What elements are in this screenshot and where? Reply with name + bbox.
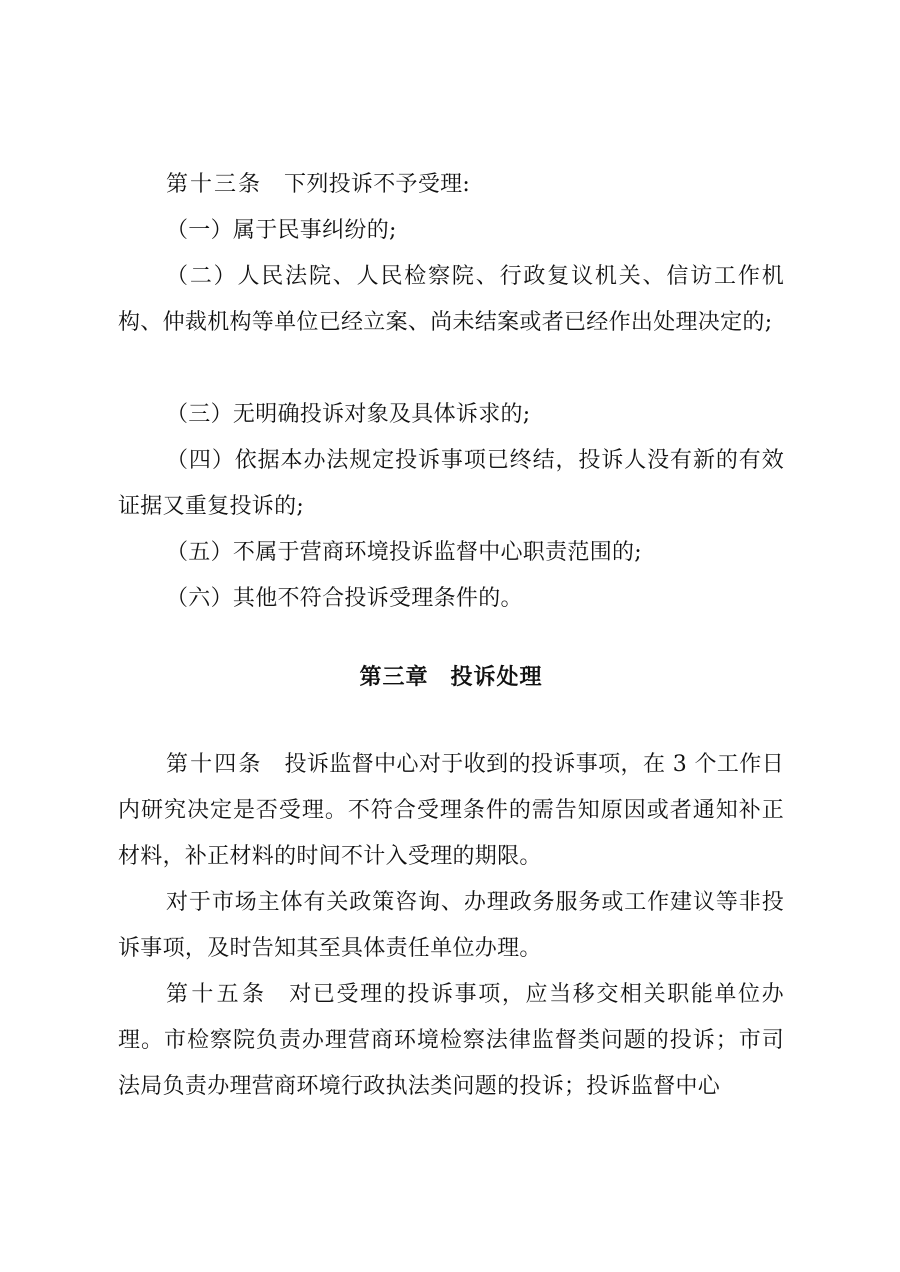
chapter-3-title: 投诉处理 — [450, 665, 543, 690]
article-14-lead: 第十四条 — [166, 752, 263, 777]
article-13-intro — [118, 162, 784, 208]
article-13-item-1: （一）属于民事纠纷的; — [166, 218, 397, 243]
article-14-para-2: 对于市场主体有关政策咨询、办理政务服务或工作建议等非投诉事项，及时告知其至具体责任单位办理。 — [118, 890, 784, 961]
article-13-item-3: （三）无明确投诉对象及具体诉求的; — [166, 402, 531, 427]
article-14-para-1 — [118, 742, 784, 880]
article-15-text: 对已受理的投诉事项，应当移交相关职能单位办理。市检察院负责办理营商环境检察法律监督类问题的投诉；市司法局负责办理营商环境行政执法类问题的投诉；投诉监督中心 — [118, 982, 784, 1099]
article-13-text: 下列投诉不予受理: — [284, 172, 471, 197]
article-13-lead: 第十三条 — [166, 172, 263, 197]
article-15-lead: 第十五条 — [166, 982, 268, 1007]
article-13-item-5: （五）不属于营商环境投诉监督中心职责范围的; — [166, 540, 643, 565]
article-14-text: 投诉监督中心对于收到的投诉事项，在 3 个工作日内研究决定是否受理。不符合受理条件的需告知原因或者通知补正材料，补正材料的时间不计入受理的期限。 — [118, 752, 784, 869]
chapter-3-heading — [118, 658, 784, 698]
article-13-item-2: （二）人民法院、人民检察院、行政复议机关、信访工作机构、仲裁机构等单位已经立案、尚未结案或者已经作出处理决定的; — [118, 264, 784, 335]
article-15-para-1 — [118, 972, 784, 1110]
article-13-item-6: （六）其他不符合投诉受理条件的。 — [166, 586, 523, 611]
chapter-3-number: 第三章 — [359, 665, 429, 690]
article-13-item-4: （四）依据本办法规定投诉事项已终结，投诉人没有新的有效证据又重复投诉的; — [118, 448, 784, 519]
